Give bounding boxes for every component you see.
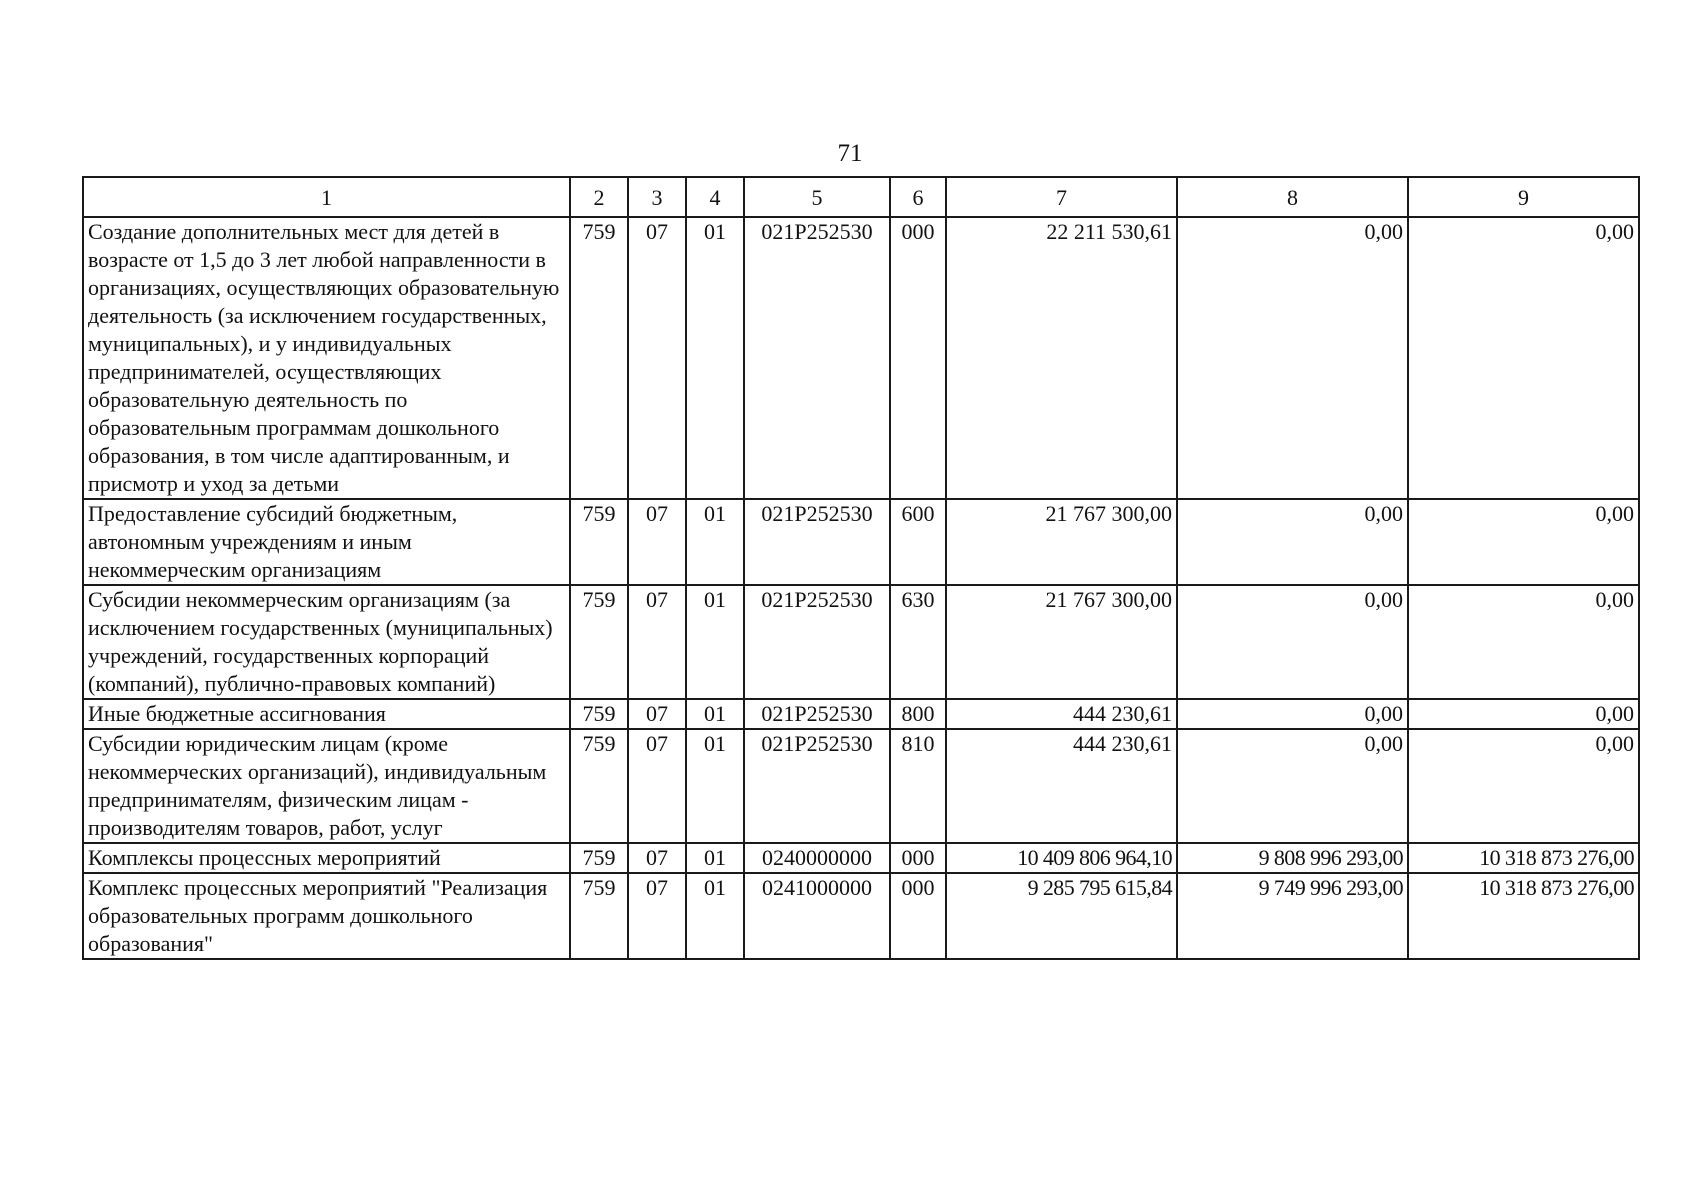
row-target-article-code: 021P252530 <box>744 699 890 729</box>
table-row <box>83 729 1639 843</box>
row-amount-col9: 0,00 <box>1408 699 1639 729</box>
row-target-article-code: 021P252530 <box>744 585 890 699</box>
row-grbs-code: 759 <box>570 873 628 959</box>
table-row <box>83 873 1639 959</box>
row-grbs-code: 759 <box>570 699 628 729</box>
row-subsection-code: 01 <box>686 217 744 499</box>
row-name: Комплекс процессных мероприятий "Реализация образовательных программ дошкольного образования" <box>83 873 570 959</box>
row-section-code: 07 <box>628 873 686 959</box>
column-header: 1 <box>83 177 570 217</box>
row-amount-col7: 9 285 795 615,84 <box>946 873 1177 959</box>
row-amount-col7: 444 230,61 <box>946 699 1177 729</box>
budget-table <box>82 176 1640 960</box>
row-section-code: 07 <box>628 843 686 873</box>
row-amount-col8: 9 808 996 293,00 <box>1177 843 1408 873</box>
row-amount-col8: 0,00 <box>1177 217 1408 499</box>
row-expense-type-code: 600 <box>890 499 946 585</box>
row-target-article-code: 021P252530 <box>744 217 890 499</box>
row-target-article-code: 021P252530 <box>744 499 890 585</box>
row-name: Комплексы процессных мероприятий <box>83 843 570 873</box>
column-header: 3 <box>628 177 686 217</box>
row-subsection-code: 01 <box>686 499 744 585</box>
row-amount-col9: 10 318 873 276,00 <box>1408 843 1639 873</box>
column-header: 6 <box>890 177 946 217</box>
row-subsection-code: 01 <box>686 843 744 873</box>
row-name: Субсидии некоммерческим организациям (за исключением государственных (муниципальных) учреждений, государственных корпораций (компаний), публично-правовых компаний) <box>83 585 570 699</box>
row-amount-col8: 0,00 <box>1177 499 1408 585</box>
row-subsection-code: 01 <box>686 585 744 699</box>
row-grbs-code: 759 <box>570 729 628 843</box>
column-header: 7 <box>946 177 1177 217</box>
row-expense-type-code: 000 <box>890 843 946 873</box>
table-row <box>83 217 1639 499</box>
column-header: 8 <box>1177 177 1408 217</box>
column-header: 9 <box>1408 177 1639 217</box>
row-target-article-code: 021P252530 <box>744 729 890 843</box>
row-amount-col7: 21 767 300,00 <box>946 499 1177 585</box>
row-name: Субсидии юридическим лицам (кроме некоммерческих организаций), индивидуальным предпринимателям, физическим лицам - производителям товаров, работ, услуг <box>83 729 570 843</box>
row-subsection-code: 01 <box>686 873 744 959</box>
row-grbs-code: 759 <box>570 843 628 873</box>
row-amount-col8: 0,00 <box>1177 729 1408 843</box>
row-target-article-code: 0240000000 <box>744 843 890 873</box>
row-amount-col7: 10 409 806 964,10 <box>946 843 1177 873</box>
row-expense-type-code: 000 <box>890 217 946 499</box>
row-amount-col7: 444 230,61 <box>946 729 1177 843</box>
table-row <box>83 585 1639 699</box>
row-expense-type-code: 630 <box>890 585 946 699</box>
row-subsection-code: 01 <box>686 699 744 729</box>
row-expense-type-code: 800 <box>890 699 946 729</box>
row-section-code: 07 <box>628 729 686 843</box>
row-amount-col9: 0,00 <box>1408 499 1639 585</box>
row-amount-col9: 0,00 <box>1408 729 1639 843</box>
row-amount-col8: 0,00 <box>1177 699 1408 729</box>
row-section-code: 07 <box>628 217 686 499</box>
row-expense-type-code: 000 <box>890 873 946 959</box>
row-name: Создание дополнительных мест для детей в возрасте от 1,5 до 3 лет любой направленности в организациях, осуществляющих образовательную деятельность (за исключением государственных, муниципальных), и у индивидуальных предпринимателей, осуществляющих образовательную деятельность по образовательным программам дошкольного образования, в том числе адаптированным, и присмотр и уход за детьми <box>83 217 570 499</box>
column-header: 5 <box>744 177 890 217</box>
page-number: 71 <box>837 140 863 167</box>
row-section-code: 07 <box>628 699 686 729</box>
row-grbs-code: 759 <box>570 585 628 699</box>
row-target-article-code: 0241000000 <box>744 873 890 959</box>
table-row <box>83 843 1639 873</box>
table-row <box>83 699 1639 729</box>
row-amount-col7: 22 211 530,61 <box>946 217 1177 499</box>
row-grbs-code: 759 <box>570 499 628 585</box>
row-grbs-code: 759 <box>570 217 628 499</box>
row-subsection-code: 01 <box>686 729 744 843</box>
column-header: 4 <box>686 177 744 217</box>
row-expense-type-code: 810 <box>890 729 946 843</box>
row-section-code: 07 <box>628 499 686 585</box>
row-amount-col9: 0,00 <box>1408 217 1639 499</box>
column-header: 2 <box>570 177 628 217</box>
row-section-code: 07 <box>628 585 686 699</box>
row-amount-col9: 10 318 873 276,00 <box>1408 873 1639 959</box>
header-row <box>83 177 1639 217</box>
row-amount-col7: 21 767 300,00 <box>946 585 1177 699</box>
table-row <box>83 499 1639 585</box>
row-amount-col8: 0,00 <box>1177 585 1408 699</box>
row-amount-col9: 0,00 <box>1408 585 1639 699</box>
row-name: Иные бюджетные ассигнования <box>83 699 570 729</box>
row-amount-col8: 9 749 996 293,00 <box>1177 873 1408 959</box>
row-name: Предоставление субсидий бюджетным, автономным учреждениям и иным некоммерческим организациям <box>83 499 570 585</box>
